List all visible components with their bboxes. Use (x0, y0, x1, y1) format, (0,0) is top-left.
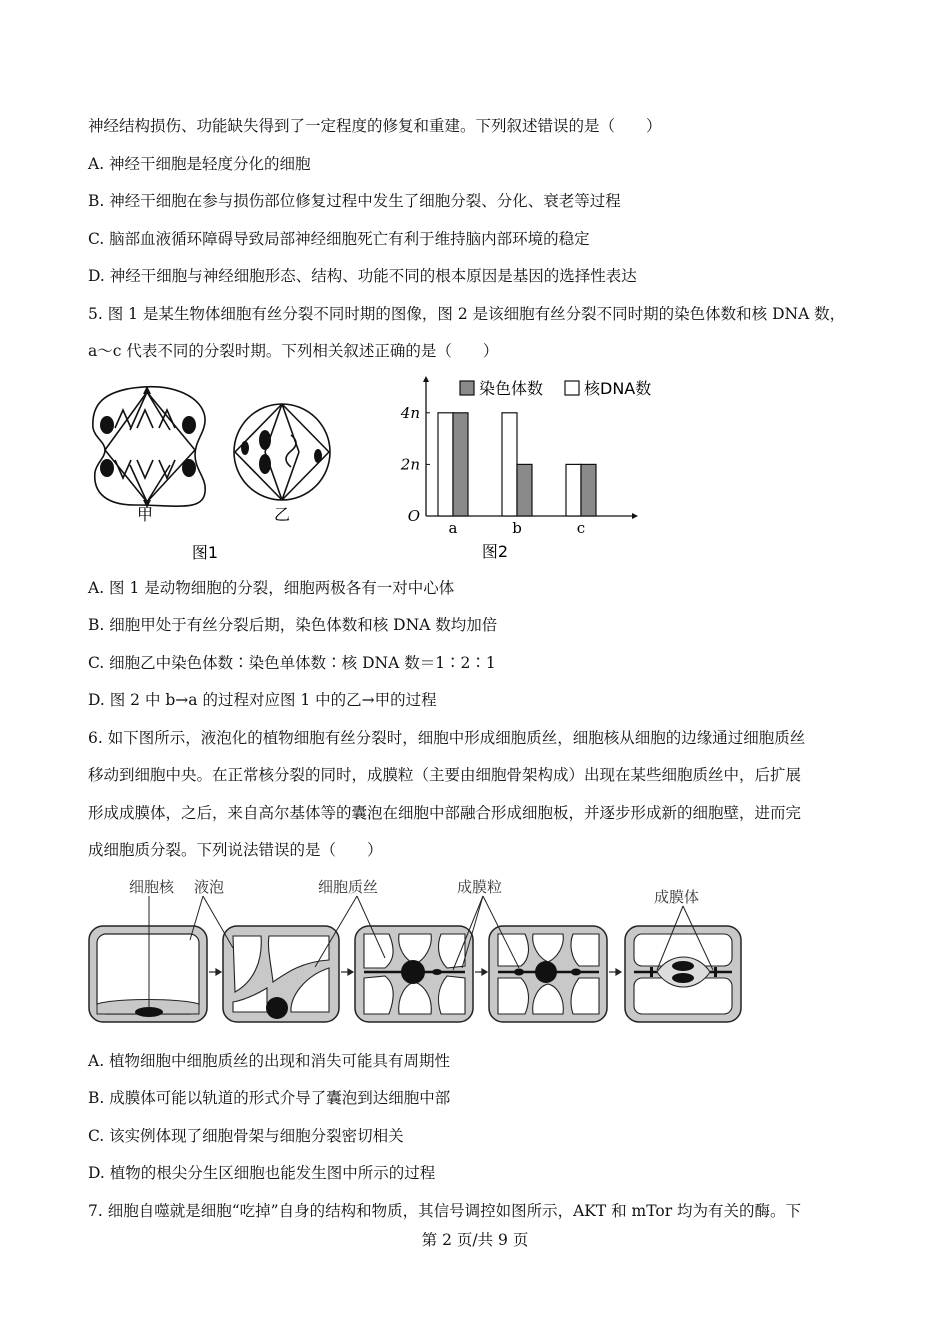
legend-swatch (460, 381, 474, 395)
q6-stem-line4: 成细胞质分裂。下列说法错误的是（ ） (88, 841, 383, 859)
q6-plant-division-figure (85, 872, 750, 1032)
bar-a-dna (438, 413, 453, 516)
x-tick-label: c (576, 519, 586, 537)
division-stage-5 (625, 906, 741, 1022)
cell-jia-label: 甲 (136, 505, 154, 524)
division-stage-3 (355, 896, 483, 1022)
label-vacuole: 液泡 (194, 878, 225, 896)
chart-legend (460, 379, 651, 398)
division-stage-4 (462, 896, 607, 1022)
y-tick-label: 2n (400, 455, 420, 474)
q5-figure1 (85, 380, 345, 565)
y-tick-label: O (407, 507, 420, 525)
q6-option-a: A. 植物细胞中细胞质丝的出现和消失可能具有周期性 (88, 1052, 451, 1070)
division-stage-2 (203, 896, 357, 1022)
y-axis-arrow (423, 376, 429, 382)
cell-jia-drawing (93, 387, 205, 506)
q4-option-a: A. 神经干细胞是轻度分化的细胞 (88, 155, 311, 173)
x-tick-label: b (512, 519, 522, 537)
q4-option-b: B. 神经干细胞在参与损伤部位修复过程中发生了细胞分裂、分化、衰老等过程 (88, 192, 621, 210)
q7-stem-head: 7. 细胞自噬就是细胞“吃掉”自身的结构和物质，其信号调控如图所示，AKT 和 mTor 均为有关的酶。下 (88, 1202, 802, 1220)
q6-option-d: D. 植物的根尖分生区细胞也能发生图中所示的过程 (88, 1164, 436, 1182)
bar-a-chromosome (453, 413, 468, 516)
bar-c-dna (566, 464, 581, 516)
page-footer: 第 2 页/共 9 页 (421, 1231, 529, 1249)
figure1-caption: 图1 (191, 543, 219, 562)
legend-label: 核DNA数 (584, 379, 652, 398)
x-tick-label: a (448, 519, 458, 537)
q5-option-d: D. 图 2 中 b→a 的过程对应图 1 中的乙→甲的过程 (88, 691, 437, 709)
label-cytoplasmic-strands: 细胞质丝 (318, 878, 379, 896)
legend-label: 染色体数 (479, 379, 544, 398)
division-stage-1 (89, 896, 207, 1022)
q6-option-b: B. 成膜体可能以轨道的形式介导了囊泡到达细胞中部 (88, 1089, 451, 1107)
q6-option-c: C. 该实例体现了细胞骨架与细胞分裂密切相关 (88, 1127, 404, 1145)
label-phragmoplast: 成膜体 (654, 888, 700, 906)
x-axis-arrow (632, 513, 638, 519)
q5-option-a: A. 图 1 是动物细胞的分裂，细胞两极各有一对中心体 (88, 579, 455, 597)
label-phragmosome-granule: 成膜粒 (457, 878, 503, 896)
q6-stem-line3: 形成成膜体，之后，来自高尔基体等的囊泡在细胞中部融合形成细胞板，并逐步形成新的细胞壁，进而完 (88, 804, 802, 822)
q6-stem-line2: 移动到细胞中央。在正常核分裂的同时，成膜粒（主要由细胞骨架构成）出现在某些细胞质丝中，后扩展 (88, 766, 802, 784)
q5-stem-line1: 5. 图 1 是某生物体细胞有丝分裂不同时期的图像，图 2 是该细胞有丝分裂不同时期的染色体数和核 DNA 数， (88, 305, 846, 323)
label-nucleus: 细胞核 (129, 878, 175, 896)
q5-option-c: C. 细胞乙中染色体数∶染色单体数∶核 DNA 数＝1∶2∶1 (88, 654, 496, 672)
y-tick-label: 4n (400, 403, 420, 422)
q4-option-d: D. 神经干细胞与神经细胞形态、结构、功能不同的根本原因是基因的选择性表达 (88, 267, 637, 285)
bar-b-chromosome (517, 464, 532, 516)
q5-figure2-chart (390, 372, 675, 564)
q5-stem-line2: a～c 代表不同的分裂时期。下列相关叙述正确的是（ ） (88, 342, 499, 360)
legend-swatch (565, 381, 579, 395)
chart-bars (438, 413, 596, 516)
q6-stem-line1: 6. 如下图所示，液泡化的植物细胞有丝分裂时，细胞中形成细胞质丝，细胞核从细胞的边缘通过细胞质丝 (88, 729, 806, 747)
bar-b-dna (502, 413, 517, 516)
figure2-caption: 图2 (481, 542, 509, 561)
bar-c-chromosome (581, 464, 596, 516)
cell-yi-label: 乙 (273, 505, 291, 524)
q5-option-b: B. 细胞甲处于有丝分裂后期，染色体数和核 DNA 数均加倍 (88, 616, 498, 634)
q4-option-c: C. 脑部血液循环障碍导致局部神经细胞死亡有利于维持脑内部环境的稳定 (88, 230, 590, 248)
q4-stem-tail: 神经结构损伤、功能缺失得到了一定程度的修复和重建。下列叙述错误的是（ ） (88, 117, 662, 135)
